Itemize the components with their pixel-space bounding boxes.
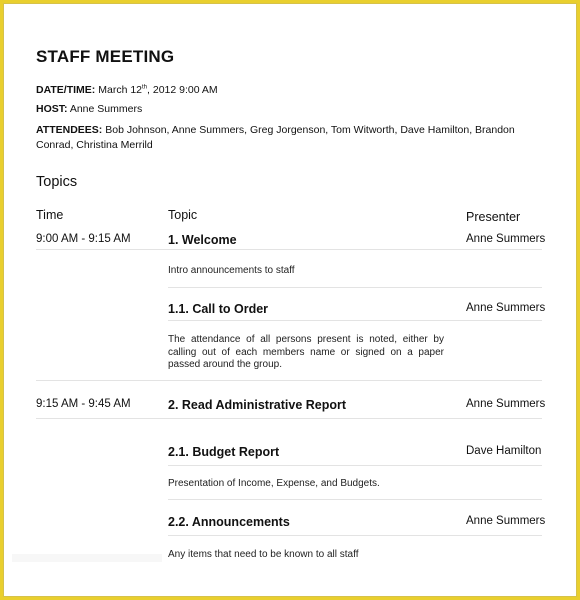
datetime-month-day: March 12 xyxy=(98,84,143,96)
agenda-description: Presentation of Income, Expense, and Budgets. xyxy=(168,478,380,489)
datetime-rest: , 2012 9:00 AM xyxy=(147,84,218,96)
agenda-topic: 2.1. Budget Report xyxy=(168,445,280,459)
row-divider xyxy=(168,499,542,500)
agenda-presenter: Anne Summers xyxy=(466,515,546,527)
attendees-line2: Conrad, Christina Merrild xyxy=(36,139,153,151)
watermark-graphic xyxy=(12,544,172,572)
agenda-description: Intro announcements to staff xyxy=(168,265,295,276)
agenda-topic: 1. Welcome xyxy=(168,233,237,247)
column-header-topic: Topic xyxy=(168,208,198,222)
agenda-description: Any items that need to be known to all staff xyxy=(168,549,359,560)
attendees-line1: Bob Johnson, Anne Summers, Greg Jorgenson, Tom Witworth, Dave Hamilton, Brandon xyxy=(105,124,515,136)
attendees-line xyxy=(36,124,515,136)
host-label: HOST: xyxy=(36,103,68,115)
agenda-presenter: Anne Summers xyxy=(466,302,546,314)
agenda-time: 9:00 AM - 9:15 AM xyxy=(36,233,131,245)
agenda-presenter: Anne Summers xyxy=(466,233,546,245)
attendees-label: ATTENDEES: xyxy=(36,124,103,136)
row-divider xyxy=(168,320,542,321)
datetime-line xyxy=(36,84,218,96)
row-divider xyxy=(36,249,542,250)
agenda-presenter: Anne Summers xyxy=(466,398,546,410)
agenda-topic: 2.2. Announcements xyxy=(168,515,290,529)
datetime-label: DATE/TIME: xyxy=(36,84,96,96)
agenda-presenter: Dave Hamilton xyxy=(466,445,542,457)
row-divider xyxy=(168,287,542,288)
agenda-topic: 2. Read Administrative Report xyxy=(168,398,347,412)
document-title: STAFF MEETING xyxy=(36,47,175,66)
topics-heading: Topics xyxy=(36,174,78,190)
agenda-topic: 1.1. Call to Order xyxy=(168,302,269,316)
datetime-suffix: th xyxy=(142,84,148,91)
document-page xyxy=(3,3,577,597)
column-header-presenter: Presenter xyxy=(466,210,521,224)
host-line xyxy=(36,103,142,115)
row-divider xyxy=(168,535,542,536)
column-header-time: Time xyxy=(36,208,64,222)
host-value: Anne Summers xyxy=(69,103,143,115)
agenda-time: 9:15 AM - 9:45 AM xyxy=(36,398,131,410)
row-divider xyxy=(168,465,542,466)
row-divider xyxy=(36,380,542,381)
row-divider xyxy=(36,418,542,419)
agenda-description: The attendance of all persons present is noted, either by calling out of each members name or signed on a paper passed around the group. xyxy=(168,334,444,370)
